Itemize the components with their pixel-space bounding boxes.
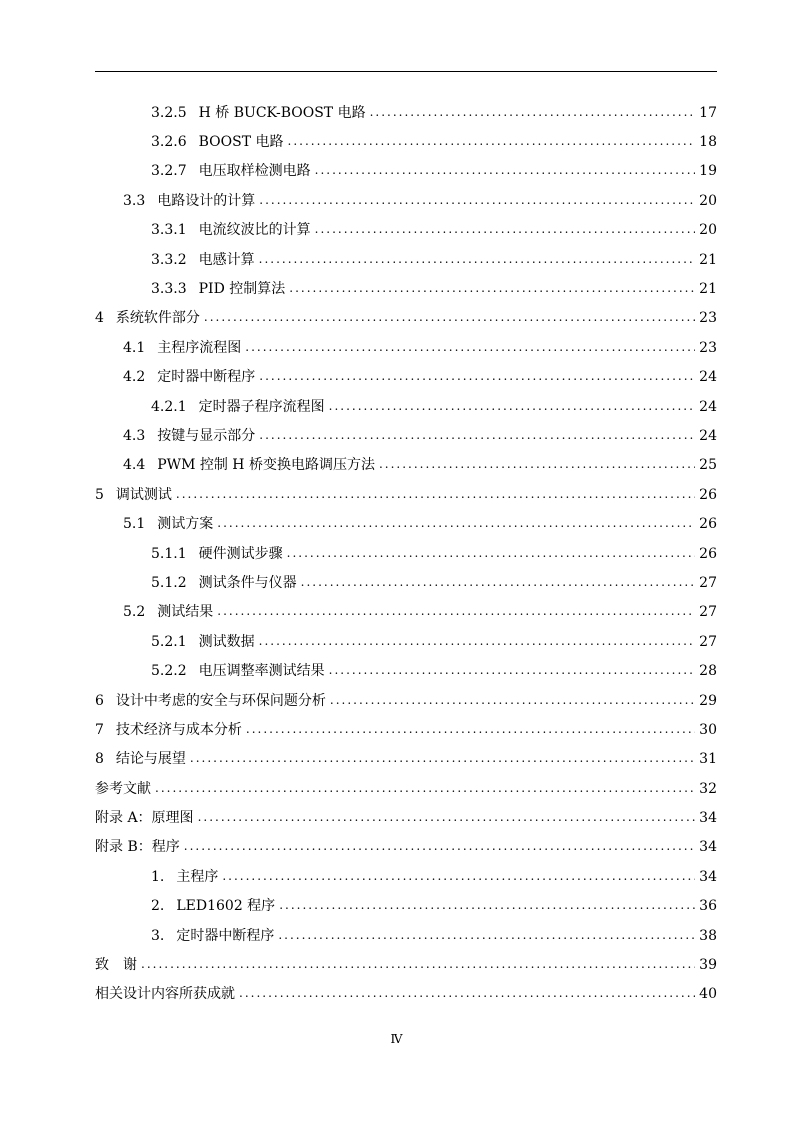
toc-entry-page: 29 (699, 692, 717, 709)
toc-dot-leader (287, 546, 695, 562)
toc-entry-page: 30 (699, 721, 717, 738)
toc-entry[interactable] (95, 127, 717, 156)
toc-entry[interactable] (95, 598, 717, 627)
toc-entry-page: 18 (699, 134, 717, 151)
toc-entry[interactable] (95, 980, 717, 1009)
toc-entry-page: 32 (699, 780, 717, 797)
toc-entry[interactable] (95, 363, 717, 392)
toc-entry-title: 测试条件与仪器 (198, 574, 297, 591)
toc-entry-page: 27 (699, 574, 717, 591)
toc-dot-leader (379, 457, 695, 473)
toc-dot-leader (315, 222, 695, 238)
toc-entry[interactable] (95, 539, 717, 568)
page-number: Ⅳ (390, 1032, 403, 1046)
toc-entry[interactable] (95, 333, 717, 362)
toc-entry-page: 40 (699, 986, 717, 1003)
toc-entry[interactable] (95, 686, 717, 715)
toc-entry-title: 系统软件部分 (115, 310, 200, 327)
toc-entry-title: 主程序 (176, 868, 219, 885)
toc-entry-page: 27 (699, 604, 717, 621)
toc-dot-leader (190, 751, 695, 767)
toc-entry-title: 主程序流程图 (157, 339, 242, 356)
toc-entry-page: 26 (699, 516, 717, 533)
toc-dot-leader (217, 604, 695, 620)
toc-entry-number: 3. (151, 927, 165, 944)
toc-entry-number: 4 (95, 310, 104, 327)
toc-entry-number: 4.2 (123, 369, 146, 386)
toc-entry-title: 致 谢 (95, 957, 137, 974)
toc-dot-leader (222, 869, 695, 885)
toc-dot-leader (259, 193, 695, 209)
toc-entry-number: 5.1.1 (151, 545, 187, 562)
toc-entry-number: 5.2.2 (151, 663, 187, 680)
toc-entry-title: H 桥 BUCK-BOOST 电路 (198, 104, 366, 121)
toc-entry-title: PID 控制算法 (198, 281, 286, 298)
toc-entry[interactable] (95, 862, 717, 891)
toc-dot-leader (198, 810, 695, 826)
toc-entry-title: 电压调整率测试结果 (198, 663, 325, 680)
toc-entry-page: 31 (699, 751, 717, 768)
toc-dot-leader (279, 898, 695, 914)
toc-entry-page: 38 (699, 927, 717, 944)
toc-entry-page: 34 (699, 839, 717, 856)
toc-entry-page: 23 (699, 310, 717, 327)
toc-entry-number: 3.2.6 (151, 134, 187, 151)
toc-dot-leader (246, 722, 695, 738)
toc-entry-title: 相关设计内容所获成就 (95, 986, 235, 1003)
toc-entry-title: 按键与显示部分 (157, 427, 256, 444)
toc-entry-title: 调试测试 (115, 486, 172, 503)
toc-entry-number: 3.3.1 (151, 222, 187, 239)
toc-entry[interactable] (95, 509, 717, 538)
toc-dot-leader (217, 516, 695, 532)
toc-entry-number: 5.1.2 (151, 574, 187, 591)
toc-entry-page: 24 (699, 427, 717, 444)
toc-entry-title: 附录 A：原理图 (95, 810, 194, 827)
toc-entry[interactable] (95, 803, 717, 832)
toc-entry[interactable] (95, 715, 717, 744)
toc-entry-title: 附录 B：程序 (95, 839, 180, 856)
toc-entry-title: 电流纹波比的计算 (198, 222, 311, 239)
toc-entry-page: 34 (699, 868, 717, 885)
toc-entry[interactable] (95, 304, 717, 333)
toc-entry-page: 28 (699, 663, 717, 680)
toc-dot-leader (329, 399, 695, 415)
toc-entry-title: 电路设计的计算 (157, 192, 256, 209)
toc-dot-leader (141, 957, 695, 973)
toc-entry-page: 20 (699, 222, 717, 239)
toc-dot-leader (289, 281, 695, 297)
toc-entry[interactable] (95, 892, 717, 921)
toc-entry-page: 39 (699, 957, 717, 974)
toc-entry[interactable] (95, 480, 717, 509)
toc-dot-leader (239, 986, 695, 1002)
toc-entry-page: 25 (699, 457, 717, 474)
toc-entry-page: 36 (699, 898, 717, 915)
toc-entry-number: 5.1 (123, 516, 146, 533)
toc-dot-leader (204, 310, 695, 326)
toc-entry-title: BOOST 电路 (198, 134, 284, 151)
toc-entry-number: 4.4 (123, 457, 146, 474)
toc-entry[interactable] (95, 745, 717, 774)
toc-entry-title: 结论与展望 (115, 751, 186, 768)
toc-entry-title: 定时器中断程序 (157, 369, 256, 386)
toc-entry[interactable] (95, 98, 717, 127)
toc-entry[interactable] (95, 245, 717, 274)
toc-dot-leader (330, 693, 695, 709)
toc-entry-page: 20 (699, 192, 717, 209)
toc-entry-title: LED1602 程序 (176, 898, 276, 915)
toc-entry-number: 4.2.1 (151, 398, 187, 415)
toc-entry-title: 参考文献 (95, 780, 151, 797)
toc-entry-number: 5 (95, 486, 104, 503)
toc-entry-number: 4.1 (123, 339, 146, 356)
header-rule (95, 71, 717, 72)
toc-entry-number: 5.2.1 (151, 633, 187, 650)
toc-entry-number: 3.2.5 (151, 104, 187, 121)
toc-entry[interactable] (95, 216, 717, 245)
toc-entry[interactable] (95, 274, 717, 303)
toc-dot-leader (184, 839, 695, 855)
toc-entry-title: 电感计算 (198, 251, 255, 268)
toc-entry-page: 19 (699, 163, 717, 180)
toc-dot-leader (259, 252, 695, 268)
toc-entry[interactable] (95, 157, 717, 186)
toc-entry-number: 2. (151, 898, 165, 915)
toc-entry[interactable] (95, 392, 717, 421)
toc-entry-page: 17 (699, 104, 717, 121)
toc-entry-page: 27 (699, 633, 717, 650)
toc-entry[interactable] (95, 451, 717, 480)
table-of-contents (95, 98, 717, 1009)
toc-entry-number: 3.3 (123, 192, 146, 209)
toc-dot-leader (176, 487, 695, 503)
toc-entry[interactable] (95, 950, 717, 979)
toc-entry-title: 测试结果 (157, 604, 214, 621)
toc-entry-number: 5.2 (123, 604, 146, 621)
toc-entry-title: PWM 控制 H 桥变换电路调压方法 (157, 457, 375, 474)
toc-dot-leader (329, 663, 695, 679)
toc-entry-number: 4.3 (123, 427, 146, 444)
toc-dot-leader (245, 340, 695, 356)
toc-entry-title: 技术经济与成本分析 (115, 721, 242, 738)
toc-dot-leader (259, 428, 695, 444)
toc-dot-leader (278, 928, 695, 944)
toc-entry-page: 24 (699, 398, 717, 415)
toc-dot-leader (288, 134, 695, 150)
toc-dot-leader (301, 575, 695, 591)
toc-entry-number: 8 (95, 751, 104, 768)
toc-entry[interactable] (95, 921, 717, 950)
toc-entry-title: 硬件测试步骤 (198, 545, 283, 562)
toc-entry-title: 测试方案 (157, 516, 214, 533)
toc-entry-page: 26 (699, 545, 717, 562)
toc-dot-leader (315, 163, 695, 179)
toc-entry-number: 7 (95, 721, 104, 738)
toc-entry-page: 26 (699, 486, 717, 503)
toc-entry[interactable] (95, 774, 717, 803)
toc-dot-leader (370, 105, 695, 121)
toc-entry-title: 定时器子程序流程图 (198, 398, 325, 415)
toc-entry-title: 电压取样检测电路 (198, 163, 311, 180)
toc-entry-page: 21 (699, 251, 717, 268)
toc-entry-number: 3.3.2 (151, 251, 187, 268)
toc-entry-number: 1. (151, 868, 165, 885)
toc-entry-title: 定时器中断程序 (176, 927, 275, 944)
toc-entry[interactable] (95, 656, 717, 685)
toc-entry-title: 测试数据 (198, 633, 255, 650)
toc-entry-number: 3.2.7 (151, 163, 187, 180)
toc-entry-title: 设计中考虑的安全与环保问题分析 (115, 692, 326, 709)
toc-entry[interactable] (95, 627, 717, 656)
toc-entry-page: 21 (699, 281, 717, 298)
toc-entry-page: 34 (699, 810, 717, 827)
toc-dot-leader (259, 369, 695, 385)
toc-entry-page: 23 (699, 339, 717, 356)
toc-entry-number: 3.3.3 (151, 281, 187, 298)
toc-entry-page: 24 (699, 369, 717, 386)
toc-dot-leader (259, 634, 695, 650)
toc-entry[interactable] (95, 833, 717, 862)
toc-entry[interactable] (95, 421, 717, 450)
toc-entry[interactable] (95, 568, 717, 597)
toc-entry-number: 6 (95, 692, 104, 709)
toc-entry[interactable] (95, 186, 717, 215)
toc-dot-leader (155, 781, 695, 797)
